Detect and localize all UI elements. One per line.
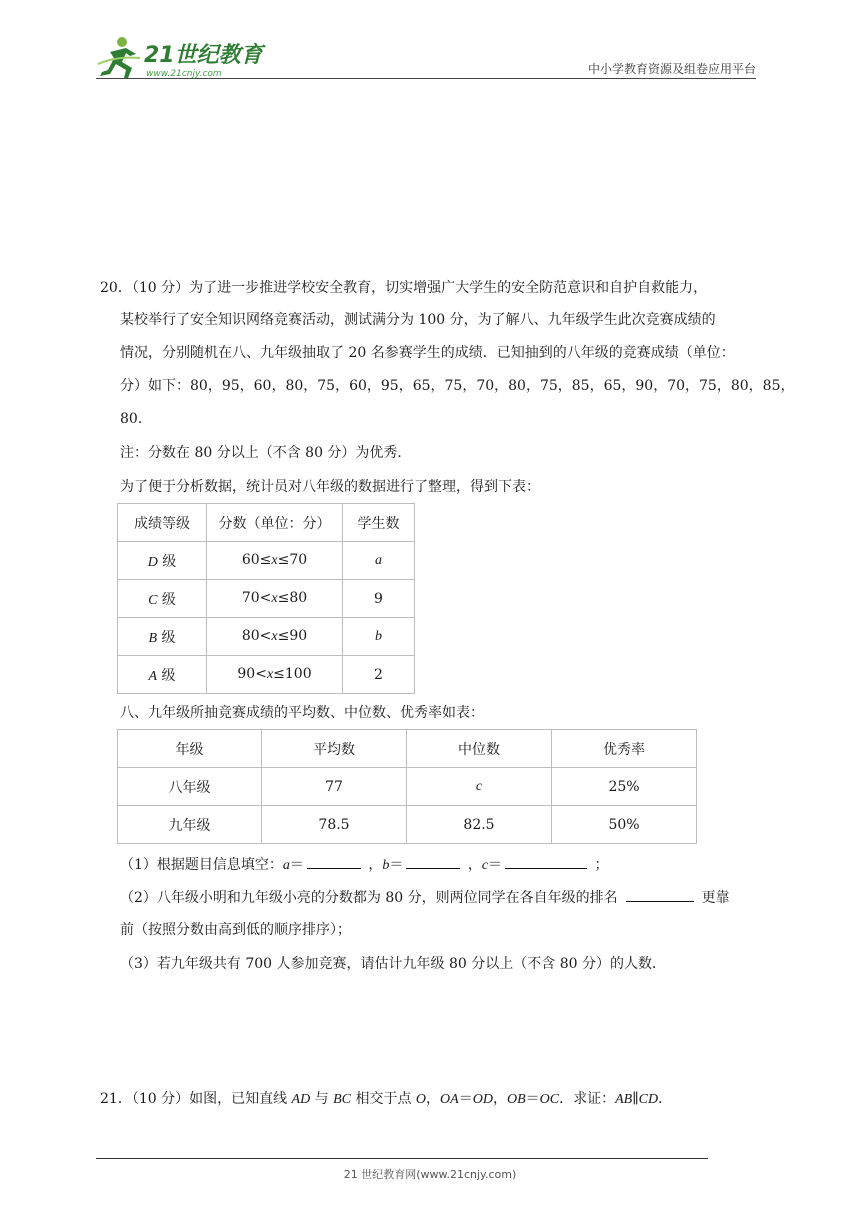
q20-line-3: 情况，分别随机在八、九年级抽取了 20 名参赛学生的成绩．已知抽到的八年级的竞赛成绩（单位：	[120, 345, 735, 361]
sub-question-2-line-2: 前（按照分数由高到低的顺序排序）；	[120, 922, 351, 938]
grade-distribution-table	[117, 503, 415, 694]
grade-cell: D 级	[118, 542, 207, 580]
table-row	[118, 542, 415, 580]
header-platform-text: 中小学教育资源及组卷应用平台	[587, 62, 756, 76]
table-header-cell: 学生数	[343, 504, 415, 542]
q20-line-5: 80．	[120, 411, 152, 427]
grade-cell: A 级	[118, 656, 207, 694]
table1-intro: 为了便于分析数据，统计员对八年级的数据进行了整理，得到下表：	[120, 479, 540, 495]
table-row	[118, 656, 415, 694]
table-row	[118, 618, 415, 656]
site-logo	[96, 34, 266, 82]
logo-url-text: www.21cnjy.com	[146, 69, 222, 79]
logo-text: 21世纪教育	[144, 43, 263, 68]
count-cell: 2	[343, 656, 415, 694]
table-header-row	[118, 504, 415, 542]
answer-blank-a[interactable]	[307, 854, 361, 869]
table-row	[118, 768, 697, 806]
count-cell: b	[343, 618, 415, 656]
q20-number: 20．	[100, 280, 132, 296]
answer-blank-b[interactable]	[406, 854, 460, 869]
table-row	[118, 580, 415, 618]
count-cell: 9	[343, 580, 415, 618]
table-header-cell: 优秀率	[552, 730, 697, 768]
table-header-cell: 年级	[118, 730, 262, 768]
answer-blank-c[interactable]	[505, 854, 587, 869]
q20-line-4: 分）如下：80，95，60，80，75，60，95，65，75，70，80，75，85，65，90，70，75，80，85，	[120, 378, 795, 394]
runner-icon	[98, 37, 140, 78]
table-header-cell: 分数（单位：分）	[207, 504, 343, 542]
table2-intro: 八、九年级所抽竞赛成绩的平均数、中位数、优秀率如表：	[120, 705, 484, 721]
table-cell: c	[407, 768, 552, 806]
grade-cell: B 级	[118, 618, 207, 656]
q20-line-1	[100, 278, 707, 298]
table-header-row	[118, 730, 697, 768]
table-cell: 25%	[552, 768, 697, 806]
table-header-cell: 中位数	[407, 730, 552, 768]
table-header-cell: 平均数	[262, 730, 407, 768]
sub-question-2-line-1: （2）八年级小明和九年级小亮的分数都为 80 分，则两位同学在各自年级的排名 更靠	[120, 887, 730, 908]
table-cell: 82.5	[407, 806, 552, 844]
sub-question-1: （1）根据题目信息填空：a＝ ，b＝ ，c＝ ；	[120, 854, 609, 876]
table-cell: 八年级	[118, 768, 262, 806]
q20-line-2: 某校举行了安全知识网络竞赛活动，测试满分为 100 分，为了解八、九年级学生此次竞赛成绩的	[120, 312, 716, 328]
q21-line: 21．（10 分）如图，已知直线 AD 与 BC 相交于点 O，OA＝OD，OB＝OC．求证：AB∥CD．	[100, 1091, 673, 1107]
q20-text-1: 为了进一步推进学校安全教育，切实增强广大学生的安全防范意识和自护自救能力，	[189, 280, 708, 296]
footer-divider	[96, 1158, 708, 1159]
score-range-cell: 70<x≤80	[207, 580, 343, 618]
table-cell: 77	[262, 768, 407, 806]
table-cell: 78.5	[262, 806, 407, 844]
table-row	[118, 806, 697, 844]
answer-blank-ranking[interactable]	[626, 887, 694, 902]
grade-statistics-table	[117, 729, 697, 844]
score-range-cell: 90<x≤100	[207, 656, 343, 694]
score-range-cell: 80<x≤90	[207, 618, 343, 656]
footer-text: 21 世纪教育网(www.21cnjy.com)	[343, 1168, 517, 1181]
header-divider	[96, 78, 756, 79]
table-cell: 50%	[552, 806, 697, 844]
q20-note: 注：分数在 80 分以上（不含 80 分）为优秀．	[120, 445, 412, 461]
q21-number: 21．	[100, 1091, 132, 1107]
table-header-cell: 成绩等级	[118, 504, 207, 542]
q20-score: （10 分）	[131, 280, 190, 296]
sub-question-3: （3）若九年级共有 700 人参加竞赛，请估计九年级 80 分以上（不含 80 分）的人数．	[120, 956, 666, 972]
score-range-cell: 60≤x≤70	[207, 542, 343, 580]
count-cell: a	[343, 542, 415, 580]
grade-cell: C 级	[118, 580, 207, 618]
table-cell: 九年级	[118, 806, 262, 844]
